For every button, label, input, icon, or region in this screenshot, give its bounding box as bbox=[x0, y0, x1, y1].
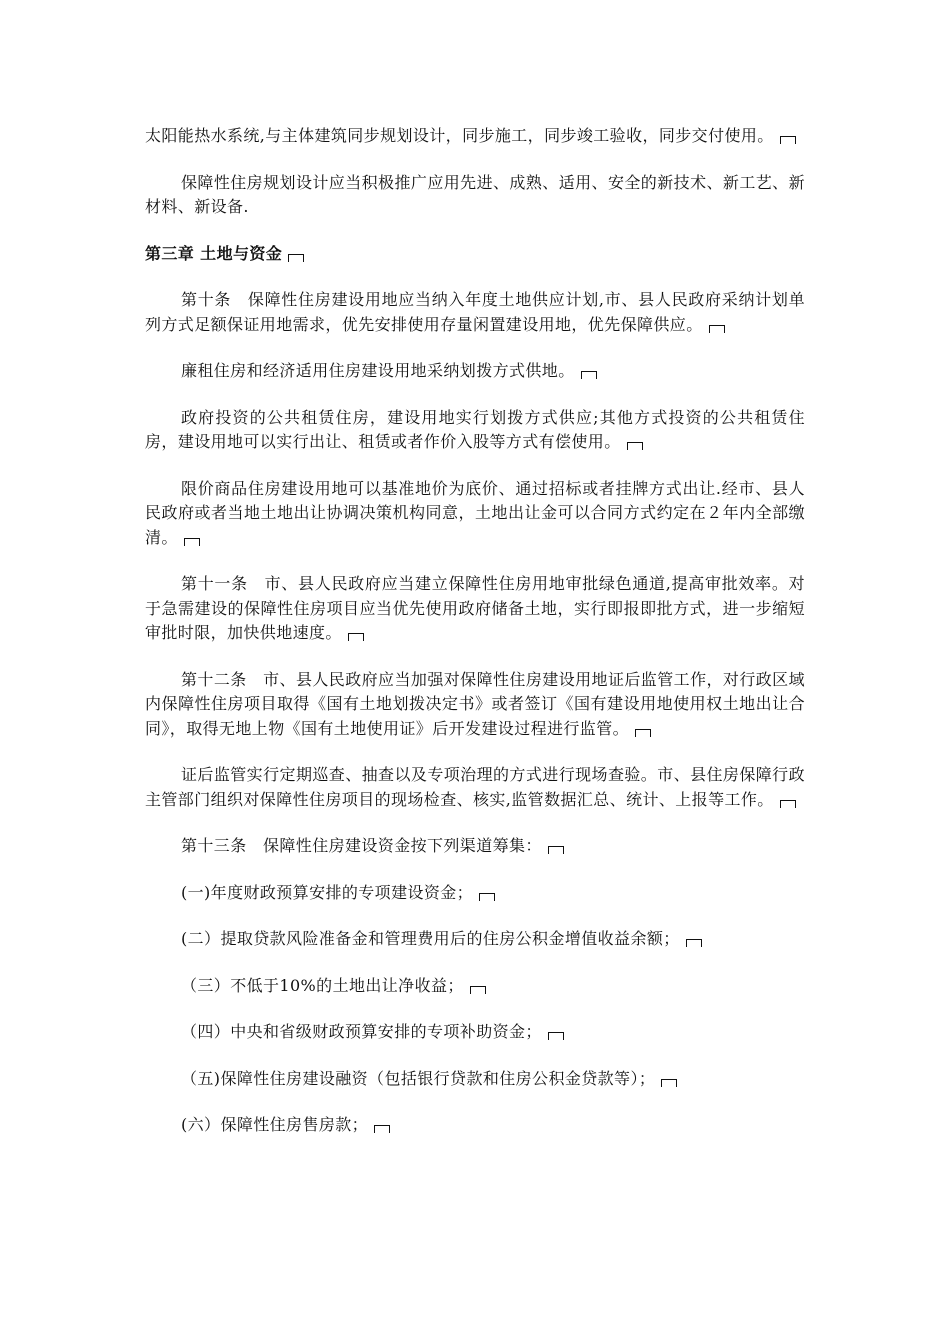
paragraph-mark-icon bbox=[288, 254, 304, 262]
funding-item-3: （三）不低于10%的土地出让净收益； bbox=[145, 974, 805, 999]
article-11: 第十一条 市、县人民政府应当建立保障性住房用地审批绿色通道,提高审批效率。对于急需建设的保障性住房项目应当优先使用政府储备土地，实行即报即批方式，进一步缩短审批时限，加快供地速度。 bbox=[145, 574, 805, 642]
article-10: 第十条 保障性住房建设用地应当纳入年度土地供应计划,市、县人民政府采纳计划单列方式足额保证用地需求，优先安排使用存量闲置建设用地，优先保障供应。 bbox=[145, 290, 805, 334]
paragraph-mark-icon bbox=[479, 893, 495, 901]
paragraph-solar-heating: 太阳能热水系统,与主体建筑同步规划设计，同步施工，同步竣工验收，同步交付使用。 bbox=[145, 124, 805, 149]
paragraph-mark-icon bbox=[548, 846, 564, 854]
paragraph-price-limited-land: 限价商品住房建设用地可以基准地价为底价、通过招标或者挂牌方式出让.经市、县人民政府或者当地土地出让协调决策机构同意，土地出让金可以合同方式约定在２年内全部缴清。 bbox=[145, 478, 805, 547]
document-body bbox=[145, 124, 805, 1160]
funding-item-6: (六）保障性住房售房款； bbox=[145, 1113, 805, 1138]
article-13: 第十三条 保障性住房建设资金按下列渠道筹集： bbox=[145, 834, 805, 859]
paragraph-public-rental-land: 政府投资的公共租赁住房，建设用地实行划拨方式供应;其他方式投资的公共租赁住房，建设用地可以实行出让、租赁或者作价入股等方式有偿使用。 bbox=[145, 407, 805, 451]
paragraph-mark-icon bbox=[348, 633, 364, 641]
paragraph-lowrent-land: 廉租住房和经济适用住房建设用地采纳划拨方式供地。 bbox=[145, 359, 805, 384]
paragraph-mark-icon bbox=[661, 1079, 677, 1087]
chapter-heading: 第三章 土地与资金 bbox=[145, 242, 805, 267]
paragraph-mark-icon bbox=[548, 1032, 564, 1040]
paragraph-mark-icon bbox=[780, 136, 796, 144]
funding-item-5: （五)保障性住房建设融资（包括银行贷款和住房公积金贷款等）； bbox=[145, 1067, 805, 1092]
paragraph-mark-icon bbox=[627, 442, 643, 450]
funding-item-4: （四）中央和省级财政预算安排的专项补助资金； bbox=[145, 1020, 805, 1045]
article-12: 第十二条 市、县人民政府应当加强对保障性住房建设用地证后监管工作，对行政区域内保障性住房项目取得《国有土地划拨决定书》或者签订《国有建设用地使用权土地出让合同》，取得无地上物《国有土地使用证》后开发建设过程进行监管。 bbox=[145, 669, 805, 738]
paragraph-mark-icon bbox=[184, 538, 200, 546]
paragraph-mark-icon bbox=[635, 729, 651, 737]
paragraph-mark-icon bbox=[581, 371, 597, 379]
paragraph-mark-icon bbox=[686, 939, 702, 947]
funding-item-2: (二）提取贷款风险准备金和管理费用后的住房公积金增值收益余额； bbox=[145, 927, 805, 952]
paragraph-mark-icon bbox=[374, 1125, 390, 1133]
paragraph-mark-icon bbox=[780, 800, 796, 808]
funding-item-1: (一)年度财政预算安排的专项建设资金； bbox=[145, 881, 805, 906]
paragraph-new-technology: 保障性住房规划设计应当积极推广应用先进、成熟、适用、安全的新技术、新工艺、新材料、新设备. bbox=[145, 172, 805, 216]
paragraph-mark-icon bbox=[470, 986, 486, 994]
paragraph-mark-icon bbox=[709, 325, 725, 333]
paragraph-post-certificate-supervision: 证后监管实行定期巡查、抽查以及专项治理的方式进行现场查验。市、县住房保障行政主管部门组织对保障性住房项目的现场检查、核实,监管数据汇总、统计、上报等工作。 bbox=[145, 765, 805, 809]
